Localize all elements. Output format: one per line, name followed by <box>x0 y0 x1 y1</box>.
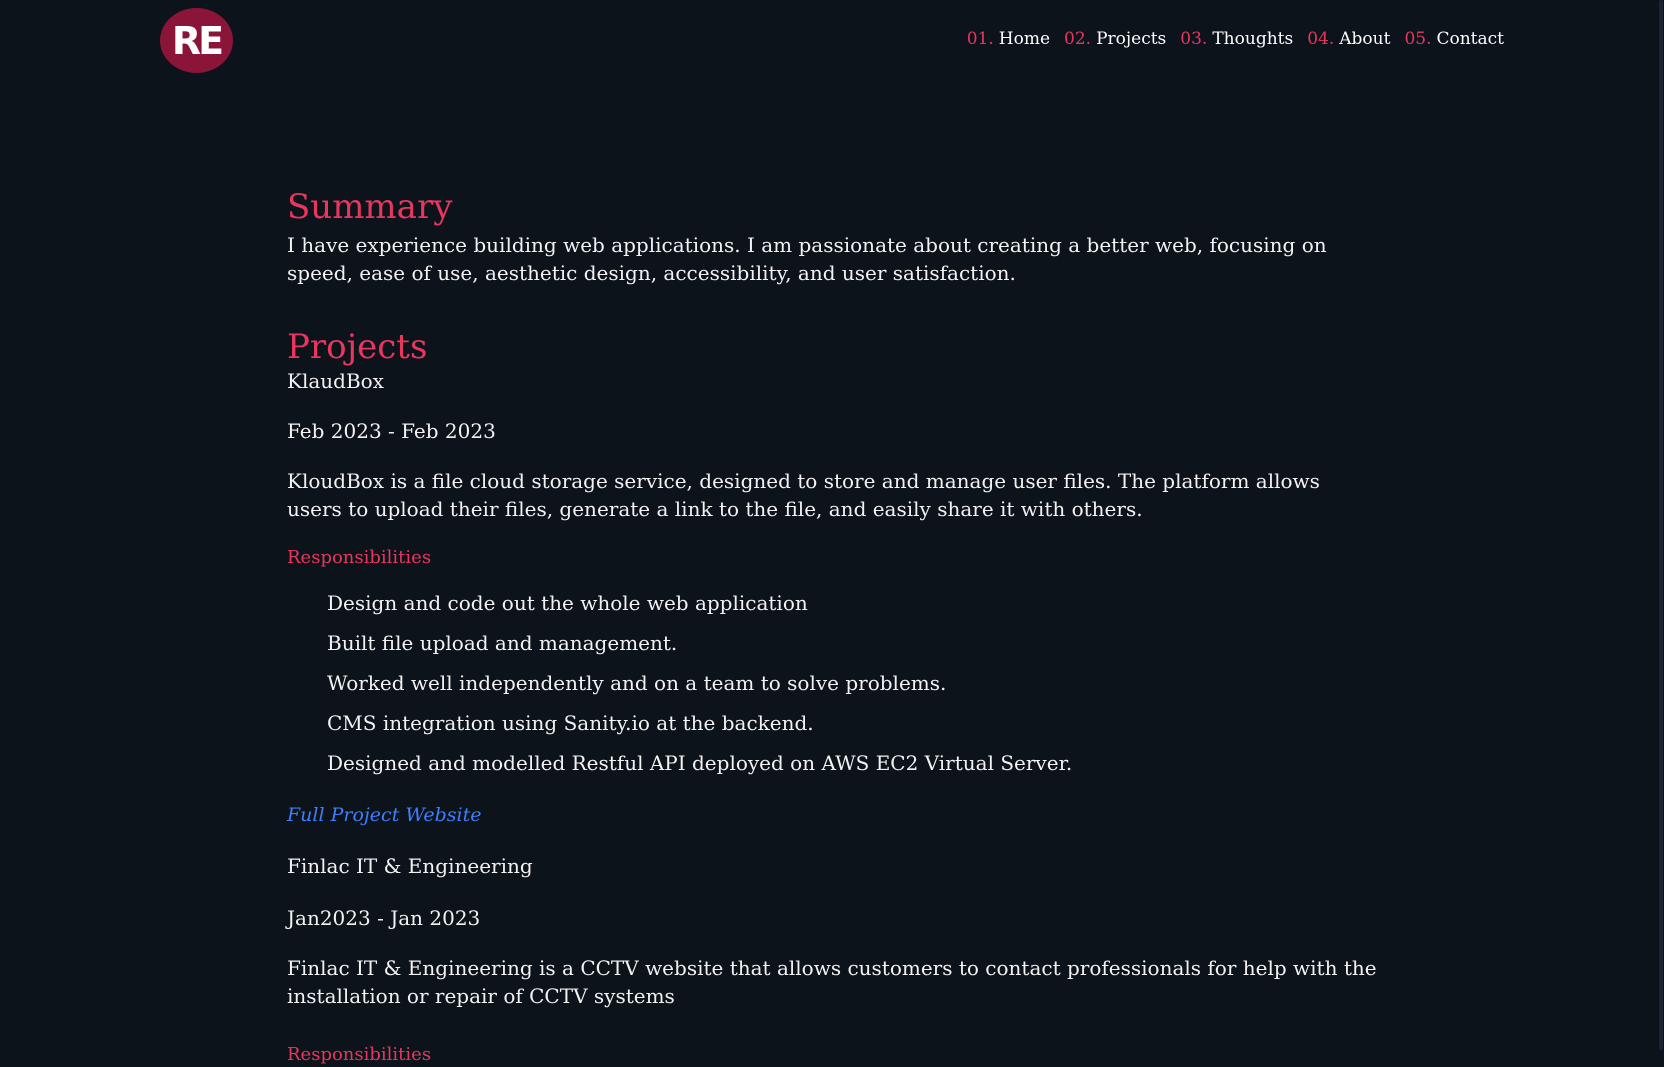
responsibilities-list <box>287 590 1377 790</box>
nav-contact-label: Contact <box>1436 29 1504 49</box>
projects-heading: Projects <box>287 327 428 367</box>
nav-thoughts-number: 03. <box>1180 29 1208 49</box>
nav-projects-label: Projects <box>1096 29 1167 49</box>
nav-about-label: About <box>1339 29 1391 49</box>
nav-about-link[interactable] <box>1307 29 1390 49</box>
project-date-range: Jan2023 - Jan 2023 <box>287 906 481 930</box>
top-navigation-bar <box>0 0 1664 90</box>
summary-text: I have experience building web applications. I am passionate about creating a better web, focusing on speed, ease of use, aesthetic design, accessibility, and user satisfaction. <box>287 233 1327 285</box>
nav-home-number: 01. <box>966 29 994 49</box>
project-klaudbox <box>287 367 1377 828</box>
project-description: KloudBox is a file cloud storage service, designed to store and manage user files. The platform allows users to upload their files, generate a link to the file, and easily share it with others. <box>287 469 1320 521</box>
responsibility-item: Built file upload and management. <box>327 631 678 655</box>
project-description: Finlac IT & Engineering is a CCTV website that allows customers to contact professionals for help with the installation or repair of CCTV systems <box>287 956 1377 1008</box>
project-finlac <box>287 852 1377 1010</box>
nav-home-label: Home <box>998 29 1051 49</box>
nav-home-link[interactable] <box>967 29 1050 49</box>
full-project-website-link[interactable]: Full Project Website <box>287 804 482 826</box>
nav-contact-number: 05. <box>1404 29 1432 49</box>
responsibilities-heading: Responsibilities <box>287 547 432 568</box>
nav-thoughts-link[interactable] <box>1180 29 1293 49</box>
nav-about-number: 04. <box>1307 29 1335 49</box>
responsibility-item: Worked well independently and on a team to solve problems. <box>327 671 947 695</box>
nav-projects-number: 02. <box>1064 29 1092 49</box>
site-logo[interactable]: RE <box>160 8 233 73</box>
project-name: Finlac IT & Engineering <box>287 854 533 878</box>
resume-content <box>287 183 1377 1010</box>
vertical-scrollbar[interactable] <box>1658 0 1664 1050</box>
scrollbar-thumb[interactable] <box>1659 0 1663 1050</box>
responsibility-item: Design and code out the whole web application <box>327 591 808 615</box>
summary-heading: Summary <box>287 187 453 227</box>
nav-projects-link[interactable] <box>1064 29 1166 49</box>
nav-thoughts-label: Thoughts <box>1212 29 1294 49</box>
nav-contact-link[interactable] <box>1404 29 1504 49</box>
responsibility-item: CMS integration using Sanity.io at the backend. <box>327 711 814 735</box>
responsibility-item: Designed and modelled Restful API deployed on AWS EC2 Virtual Server. <box>327 751 1073 775</box>
responsibilities-heading: Responsibilities <box>287 1044 432 1065</box>
main-navigation <box>967 29 1504 49</box>
project-date-range: Feb 2023 - Feb 2023 <box>287 419 496 443</box>
project-name: KlaudBox <box>287 369 384 393</box>
